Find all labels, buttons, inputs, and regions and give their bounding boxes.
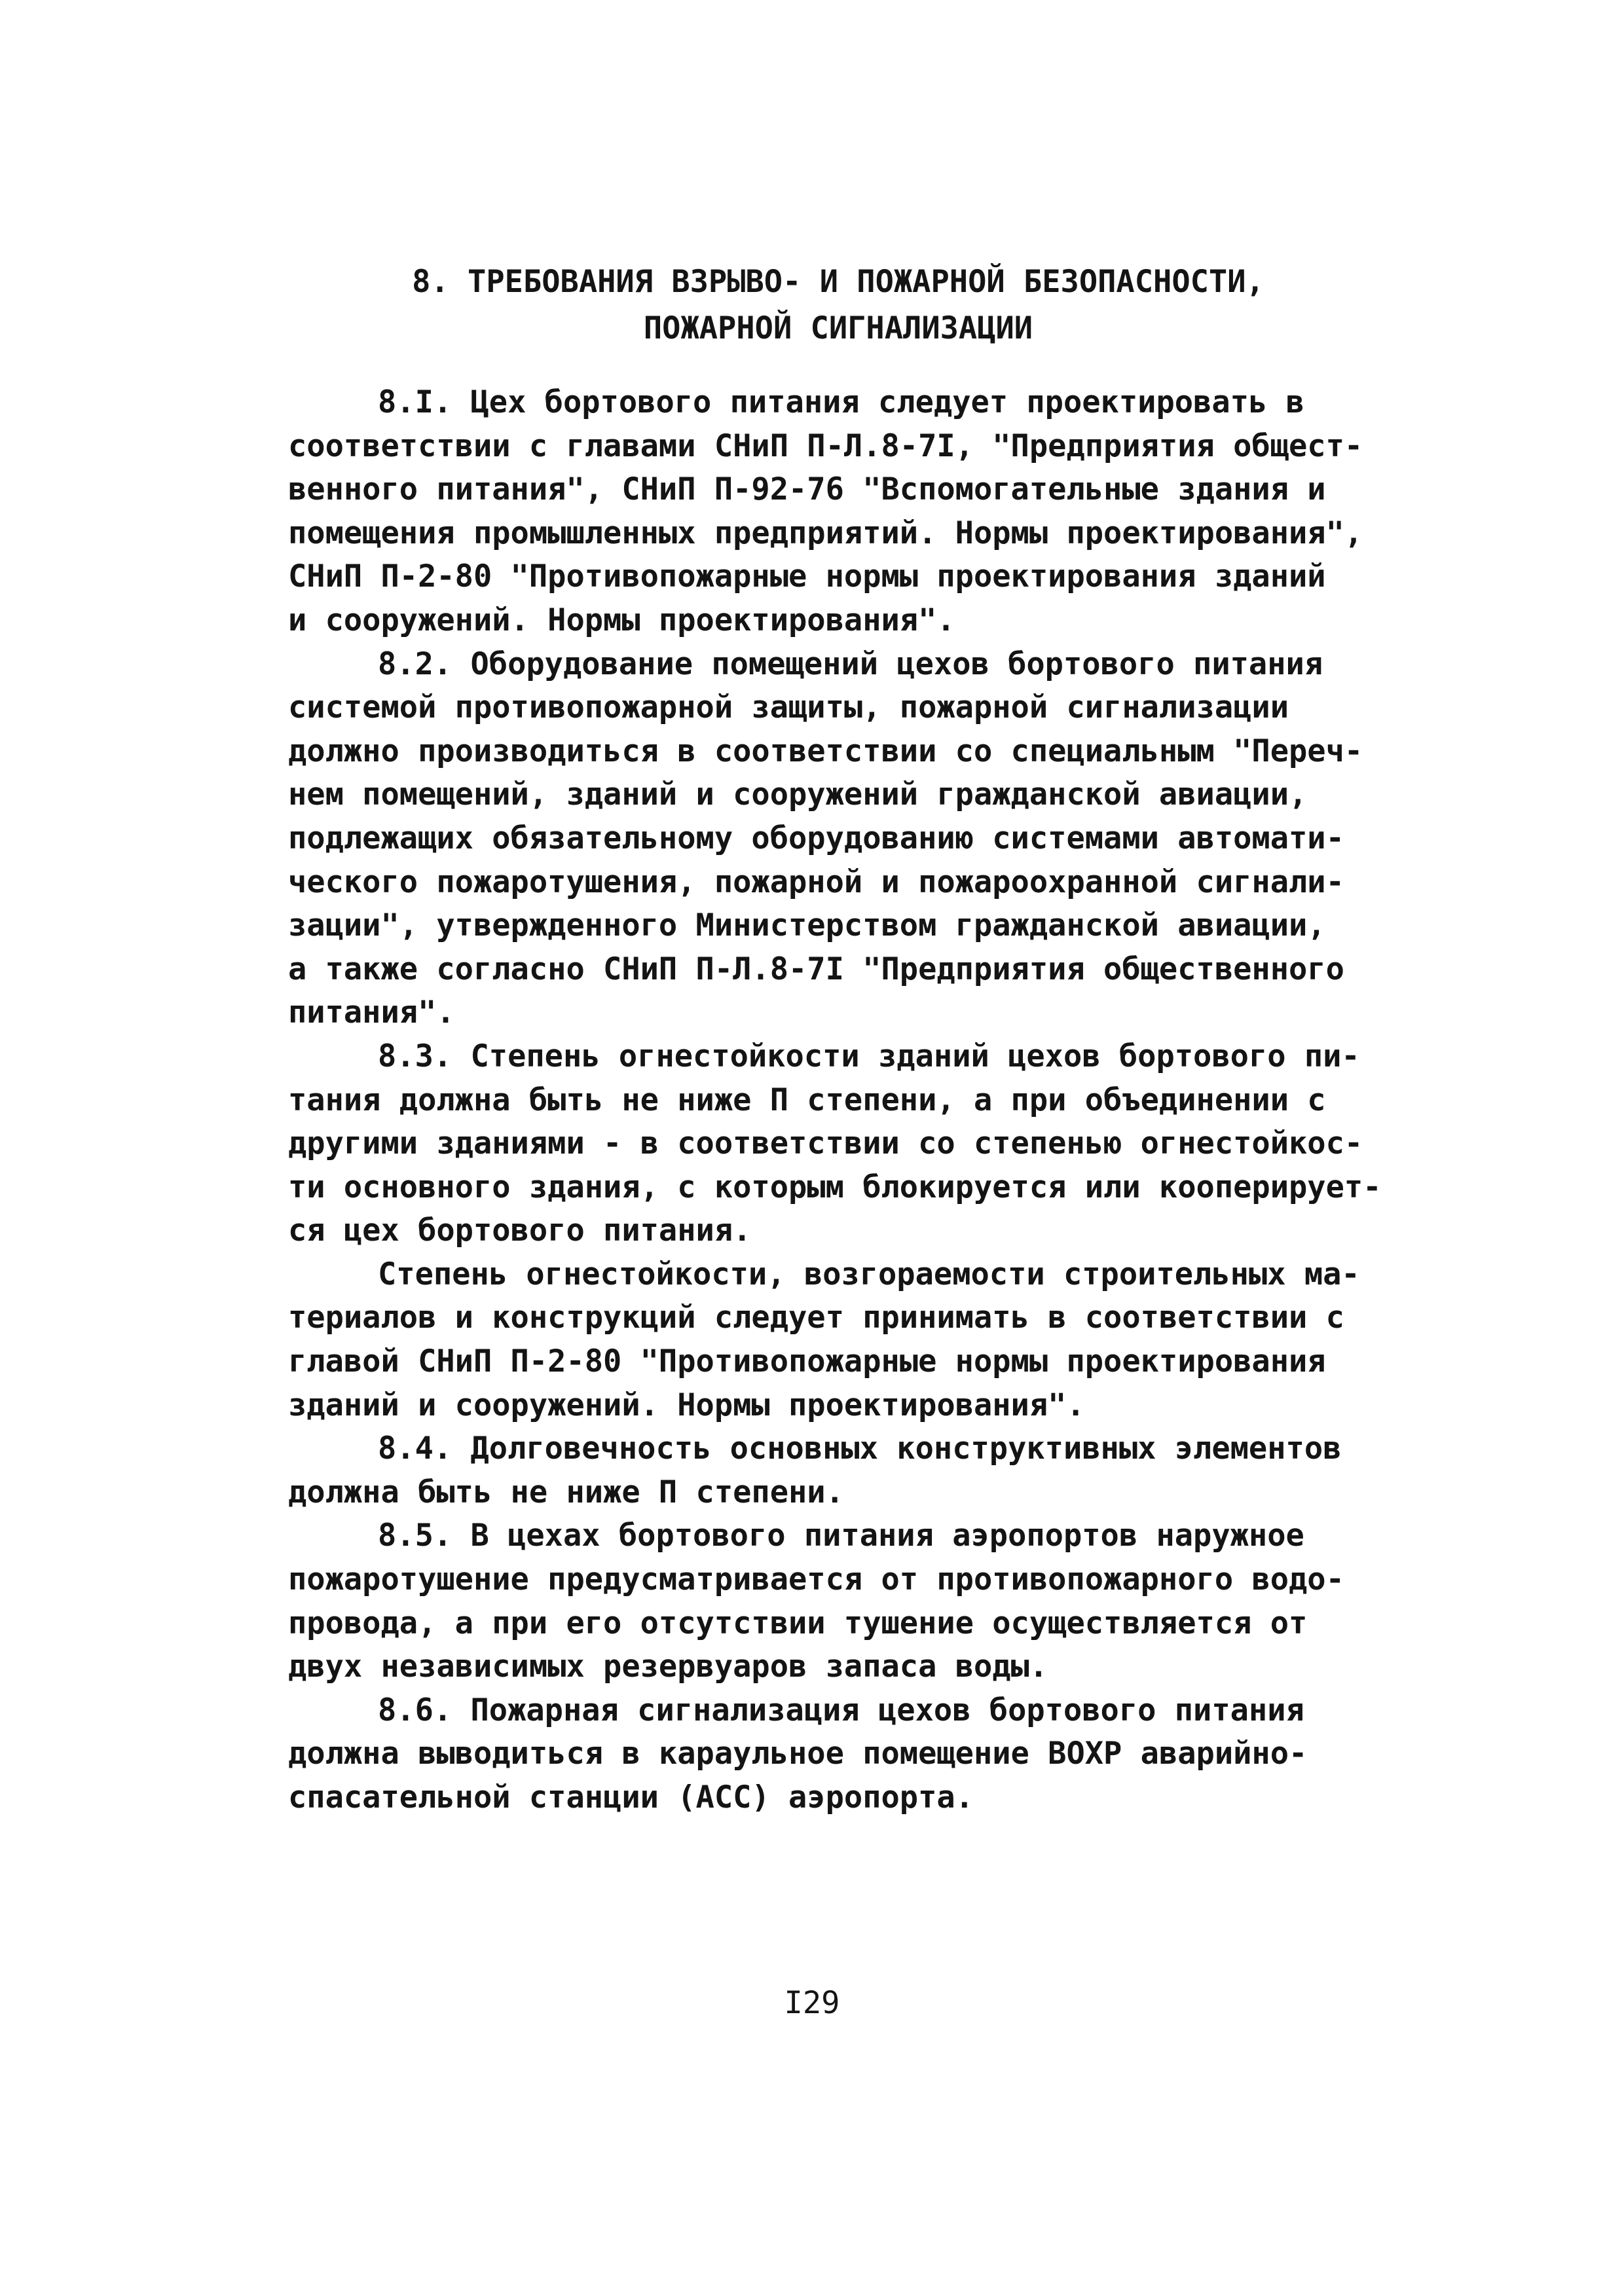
text-line: двух независимых резервуаров запаса воды. (288, 1649, 1048, 1685)
text-line: 8.4. Долговечность основных конструктивных элементов (378, 1430, 1342, 1467)
text-line: венного питания", СНиП П-92-76 "Вспомогательные здания и (288, 471, 1326, 508)
text-line: пожаротушение предусматривается от противопожарного водо- (288, 1561, 1344, 1598)
text-line: должно производиться в соответствии со специальным "Переч- (288, 733, 1363, 769)
text-line: зации", утвержденного Министерством гражданской авиации, (288, 907, 1326, 944)
text-line: должна быть не ниже П степени. (288, 1474, 844, 1510)
text-line: и сооружений. Нормы проектирования". (288, 602, 955, 638)
text-line: другими зданиями - в соответствии со степенью огнестойкос- (288, 1125, 1363, 1162)
text-line: тания должна быть не ниже П степени, а при объединении с (288, 1082, 1326, 1118)
text-line: главой СНиП П-2-80 "Противопожарные нормы проектирования (288, 1343, 1326, 1380)
text-line: спасательной станции (АСС) аэропорта. (288, 1779, 974, 1815)
text-line: 8.I. Цех бортового питания следует проектировать в (378, 384, 1304, 420)
text-line: подлежащих обязательному оборудованию системами автомати- (288, 820, 1344, 856)
text-line: соответствии с главами СНиП П-Л.8-7I, "Предприятия общест- (288, 428, 1363, 464)
text-line: нем помещений, зданий и сооружений гражданской авиации, (288, 776, 1308, 813)
text-line: 8.3. Степень огнестойкости зданий цехов бортового пи- (378, 1038, 1360, 1074)
text-line: зданий и сооружений. Нормы проектирования". (288, 1387, 1085, 1423)
section-body (288, 381, 1382, 1820)
text-line: должна выводиться в караульное помещение ВОХР аварийно- (288, 1736, 1308, 1772)
text-line: Степень огнестойкости, возгораемости строительных ма- (378, 1256, 1360, 1292)
text-line: 8.6. Пожарная сигнализация цехов бортового питания (378, 1692, 1304, 1728)
text-line: териалов и конструкций следует принимать в соответствии с (288, 1300, 1344, 1336)
text-line: 8.2. Оборудование помещений цехов бортового питания (378, 646, 1323, 682)
text-line: ти основного здания, с которым блокируется или кооперирует- (288, 1169, 1382, 1205)
text-line: провода, а при его отсутствии тушение осуществляется от (288, 1605, 1308, 1641)
text-line: помещения промышленных предприятий. Нормы проектирования", (288, 515, 1363, 551)
section-heading-line-2: ПОЖАРНОЙ СИГНАЛИЗАЦИИ (643, 310, 1033, 346)
text-line: 8.5. В цехах бортового питания аэропортов наружное (378, 1518, 1304, 1554)
text-line: ся цех бортового питания. (288, 1212, 752, 1249)
page-number: I29 (784, 1985, 840, 2021)
text-line: а также согласно СНиП П-Л.8-7I "Предприятия общественного (288, 951, 1344, 987)
text-line: системой противопожарной защиты, пожарной сигнализации (288, 689, 1289, 726)
section-heading (288, 259, 1388, 352)
text-line: питания". (288, 994, 455, 1031)
text-line: ческого пожаротушения, пожарной и пожароохранной сигнали- (288, 864, 1344, 900)
section-heading-line-1: 8. ТРЕБОВАНИЯ ВЗРЫВО- И ПОЖАРНОЙ БЕЗОПАСНОСТИ, (412, 264, 1264, 300)
text-line: СНиП П-2-80 "Противопожарные нормы проектирования зданий (288, 558, 1326, 595)
